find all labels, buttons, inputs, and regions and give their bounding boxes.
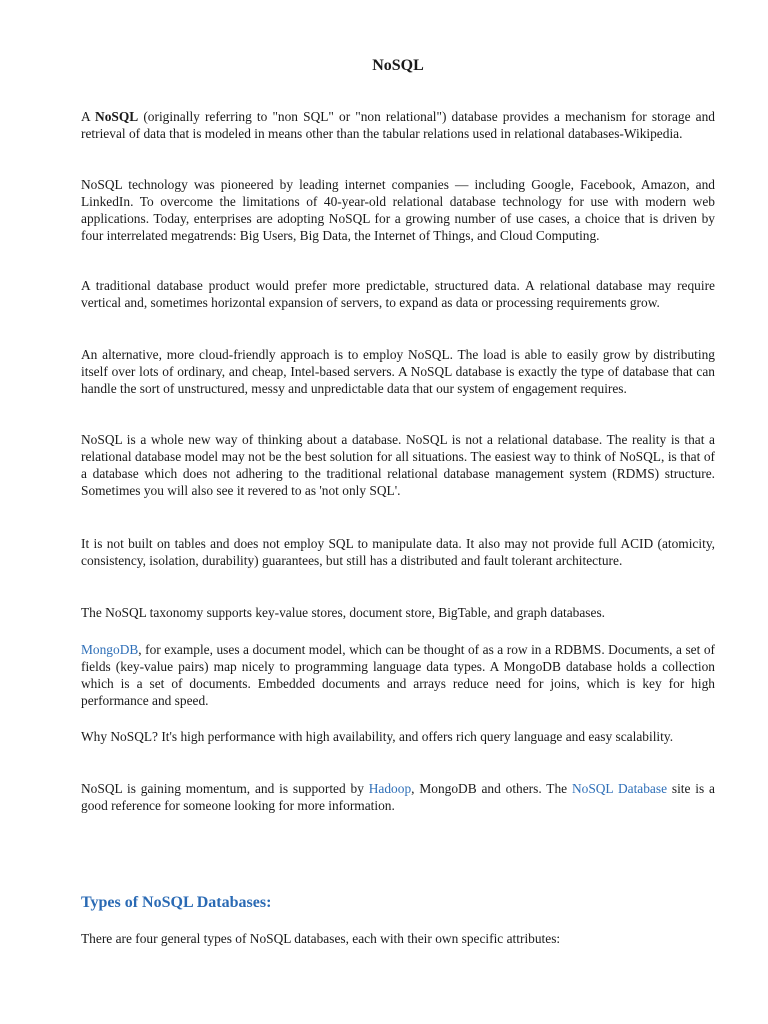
paragraph-definition (81, 108, 715, 142)
paragraph-rest: site is a good reference for someone looking for more information. (81, 781, 716, 813)
paragraph-why: Why NoSQL? It's high performance with high availability, and offers rich query language and easy scalability. (81, 729, 674, 744)
paragraph-rest: (originally referring to "non SQL" or "non relational") database provides a mechanism for storage and retrieval of data that is modeled in means other than the tabular relations used in relational databases-Wikipedia. (81, 109, 715, 141)
paragraph-mid: , MongoDB and others. The (411, 781, 572, 796)
mongodb-link[interactable]: MongoDB (81, 642, 139, 657)
paragraph-mongodb (81, 641, 715, 709)
paragraph-history: NoSQL technology was pioneered by leading internet companies — including Google, Facebook, Amazon, and LinkedIn. To overcome the limitations of 40-year-old relational database technology for use with modern web applications. Today, enterprises are adopting NoSQL for a growing number of use cases, a choice that is driven by four interrelated megatrends: Big Users, Big Data, the Internet of Things, and Cloud Computing. (81, 177, 715, 243)
hadoop-link[interactable]: Hadoop (368, 781, 412, 796)
paragraph-traditional: A traditional database product would prefer more predictable, structured data. A relational database may require vertical and, sometimes horizontal expansion of servers, to expand as data or processing requirements grow. (81, 278, 715, 310)
paragraph-momentum (81, 780, 715, 814)
paragraph-new-way: NoSQL is a whole new way of thinking about a database. NoSQL is not a relational database. The reality is that a relational database model may not be the best solution for all situations. The easiest way to think of NoSQL, is that of a database which does not adhering to the traditional relational database management system (RDMS) structure. Sometimes you will also see it revered to as 'not only SQL'. (81, 432, 715, 498)
section-heading-types: Types of NoSQL Databases: (81, 894, 272, 911)
paragraph-types-intro: There are four general types of NoSQL databases, each with their own specific attributes: (81, 931, 561, 946)
paragraph-taxonomy: The NoSQL taxonomy supports key-value stores, document store, BigTable, and graph databases. (81, 605, 606, 620)
nosql-database-link[interactable]: NoSQL Database (571, 781, 668, 796)
paragraph-alternative: An alternative, more cloud-friendly approach is to employ NoSQL. The load is able to easily grow by distributing itself over lots of ordinary, and cheap, Intel-based servers. A NoSQL database is exactly the type of database that can handle the sort of unstructured, messy and unpredictable data that our system of engagement requires. (81, 347, 715, 396)
page-title: NoSQL (372, 57, 424, 74)
paragraph-lead: A (81, 109, 96, 124)
paragraph-lead: NoSQL is gaining momentum, and is supported by (81, 781, 369, 796)
paragraph-rest: , for example, uses a document model, which can be thought of as a row in a RDBMS. Documents, a set of fields (key-value pairs) map nicely to programming language data types. A MongoDB database holds a collection which is a set of documents. Embedded documents and arrays reduce need for joins, which is key for high performance and speed. (81, 642, 715, 708)
nosql-term: NoSQL (95, 109, 139, 124)
paragraph-acid: It is not built on tables and does not employ SQL to manipulate data. It also may not provide full ACID (atomicity, consistency, isolation, durability) guarantees, but still has a distributed and fault tolerant architecture. (81, 536, 715, 568)
